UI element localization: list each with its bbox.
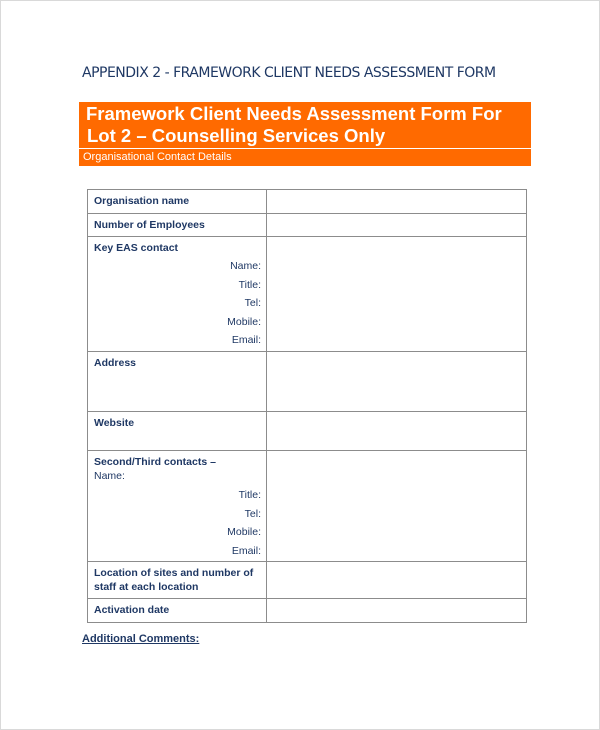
- key-contact-tel-label: Tel:: [244, 297, 261, 309]
- row-address: [88, 352, 527, 412]
- row-website: [88, 412, 527, 451]
- second-contact-tel-label: Tel:: [244, 507, 261, 520]
- label-website: Website: [94, 417, 135, 429]
- row-organisation-name: [88, 190, 527, 214]
- second-contact-email-label: Email:: [231, 544, 261, 557]
- second-contact-title-label: Title:: [238, 489, 261, 501]
- field-second-third-contacts[interactable]: [267, 451, 527, 562]
- row-number-of-employees: [88, 214, 527, 237]
- label-organisation-name: Organisation name: [94, 195, 190, 207]
- form-title-banner: [79, 102, 531, 148]
- banner-line-2: Lot 2 – Counselling Services Only: [87, 125, 386, 146]
- second-contact-name-label: Name:: [94, 470, 125, 482]
- contact-details-table: [87, 189, 527, 623]
- field-organisation-name[interactable]: [267, 190, 527, 214]
- row-location-sites: [88, 562, 527, 599]
- field-location-sites[interactable]: [267, 562, 527, 599]
- row-second-third-contacts: [88, 451, 527, 562]
- additional-comments-heading: Additional Comments:: [82, 633, 200, 645]
- label-number-of-employees: Number of Employees: [94, 219, 205, 231]
- row-activation-date: [88, 599, 527, 623]
- field-website[interactable]: [267, 412, 527, 451]
- key-contact-title-label: Title:: [238, 278, 261, 291]
- second-contact-mobile-label: Mobile:: [227, 526, 261, 538]
- row-key-eas-contact: [88, 237, 527, 352]
- field-number-of-employees[interactable]: [267, 214, 527, 237]
- label-activation-date: Activation date: [94, 604, 170, 616]
- key-contact-name-label: Name:: [230, 260, 261, 272]
- field-address[interactable]: [267, 352, 527, 412]
- key-contact-email-label: Email:: [231, 334, 261, 346]
- field-key-eas-contact[interactable]: [267, 237, 527, 352]
- banner-line-1: Framework Client Needs Assessment Form For: [86, 103, 502, 124]
- appendix-title: APPENDIX 2 - FRAMEWORK CLIENT NEEDS ASSESSMENT FORM: [82, 65, 496, 81]
- section-label: Organisational Contact Details: [79, 149, 531, 166]
- label-second-third-contacts: Second/Third contacts –: [94, 456, 216, 468]
- field-activation-date[interactable]: [267, 599, 527, 623]
- label-key-eas-contact: Key EAS contact: [94, 242, 179, 254]
- label-address: Address: [94, 357, 137, 369]
- key-contact-mobile-label: Mobile:: [227, 315, 261, 328]
- label-location-sites: Location of sites and number of staff at each location: [94, 567, 254, 593]
